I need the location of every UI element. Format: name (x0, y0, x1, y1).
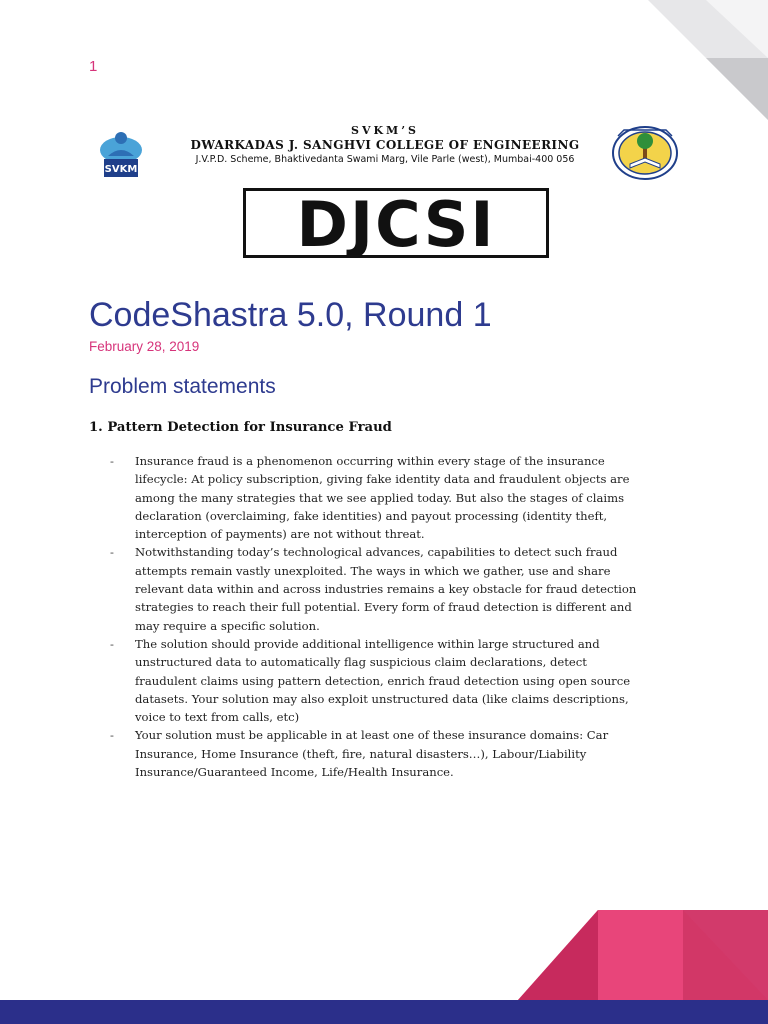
bullet-line: Insurance, Home Insurance (theft, fire, natural disasters…), Labour/Liability (135, 746, 587, 761)
college-emblem-icon (610, 124, 680, 182)
bullet-item (110, 635, 670, 726)
djcsi-logo (243, 188, 549, 258)
bottom-band (0, 1000, 768, 1024)
bullet-line: voice to text from calls, etc) (135, 710, 300, 725)
college-line-1: SVKM’S (351, 124, 419, 137)
problem-heading: 1. Pattern Detection for Insurance Fraud (89, 420, 392, 435)
corner-decoration-top (648, 0, 768, 120)
page-number: 1 (89, 58, 98, 75)
bullet-dash: - (110, 636, 114, 651)
bullet-line: Insurance fraud is a phenomenon occurring within every stage of the insurance (135, 454, 605, 468)
problem-bullet-list (110, 452, 670, 781)
bullet-item (110, 726, 670, 781)
bullet-line: declaration (overclaiming, fake identities) and payout processing (identity theft, (135, 508, 608, 523)
bullet-dash: - (110, 454, 114, 468)
college-letterhead (90, 120, 680, 182)
bullet-line: strategies to reach their full potential. Every form of fraud detection is different and (135, 600, 632, 615)
bullet-line: among the many strategies that we see applied today. But also the stages of claims (135, 490, 625, 505)
bullet-line: datasets. Your solution may also exploit unstructured data (like claims descriptions, (135, 691, 629, 706)
bullet-line: Your solution must be applicable in at least one of these insurance domains: Car (135, 728, 609, 743)
bullet-dash: - (110, 728, 114, 743)
bullet-item (110, 452, 670, 543)
section-subtitle: Problem statements (89, 375, 276, 398)
bullet-line: relevant data within and across industries remains a key obstacle for fraud detection (135, 582, 637, 597)
bullet-line: The solution should provide additional intelligence within large structured and (135, 636, 600, 651)
document-title: CodeShastra 5.0, Round 1 (89, 296, 492, 334)
college-address: J.V.P.D. Scheme, Bhaktivedanta Swami Marg, Vile Parle (west), Mumbai-400 056 (195, 154, 575, 165)
bullet-line: attempts remain vastly unexploited. The ways in which we gather, use and share (135, 563, 611, 578)
svkm-logo-text: SVKM (104, 164, 138, 175)
djcsi-logo-text: DJCSI (296, 188, 496, 258)
bullet-dash: - (110, 545, 114, 560)
college-name: DWARKADAS J. SANGHVI COLLEGE OF ENGINEERING (190, 138, 580, 152)
bullet-line: Insurance/Guaranteed Income, Life/Health Insurance. (135, 765, 454, 780)
bullet-line: may require a specific solution. (135, 618, 320, 633)
svkm-logo-icon (96, 126, 146, 180)
document-date: February 28, 2019 (89, 339, 200, 354)
corner-decoration-bottom (518, 910, 768, 1000)
bullet-line: interception of payments) are not without threat. (135, 527, 425, 542)
bullet-line: lifecycle: At policy subscription, giving fake identity data and fraudulent objects are (135, 472, 630, 487)
bullet-line: fraudulent claims using pattern detection, enrich fraud detection using open source (135, 673, 631, 688)
bullet-item (110, 543, 670, 634)
bullet-line: Notwithstanding today’s technological advances, capabilities to detect such fraud (135, 545, 618, 560)
bullet-line: unstructured data to automatically flag suspicious claim declarations, detect (135, 655, 587, 670)
